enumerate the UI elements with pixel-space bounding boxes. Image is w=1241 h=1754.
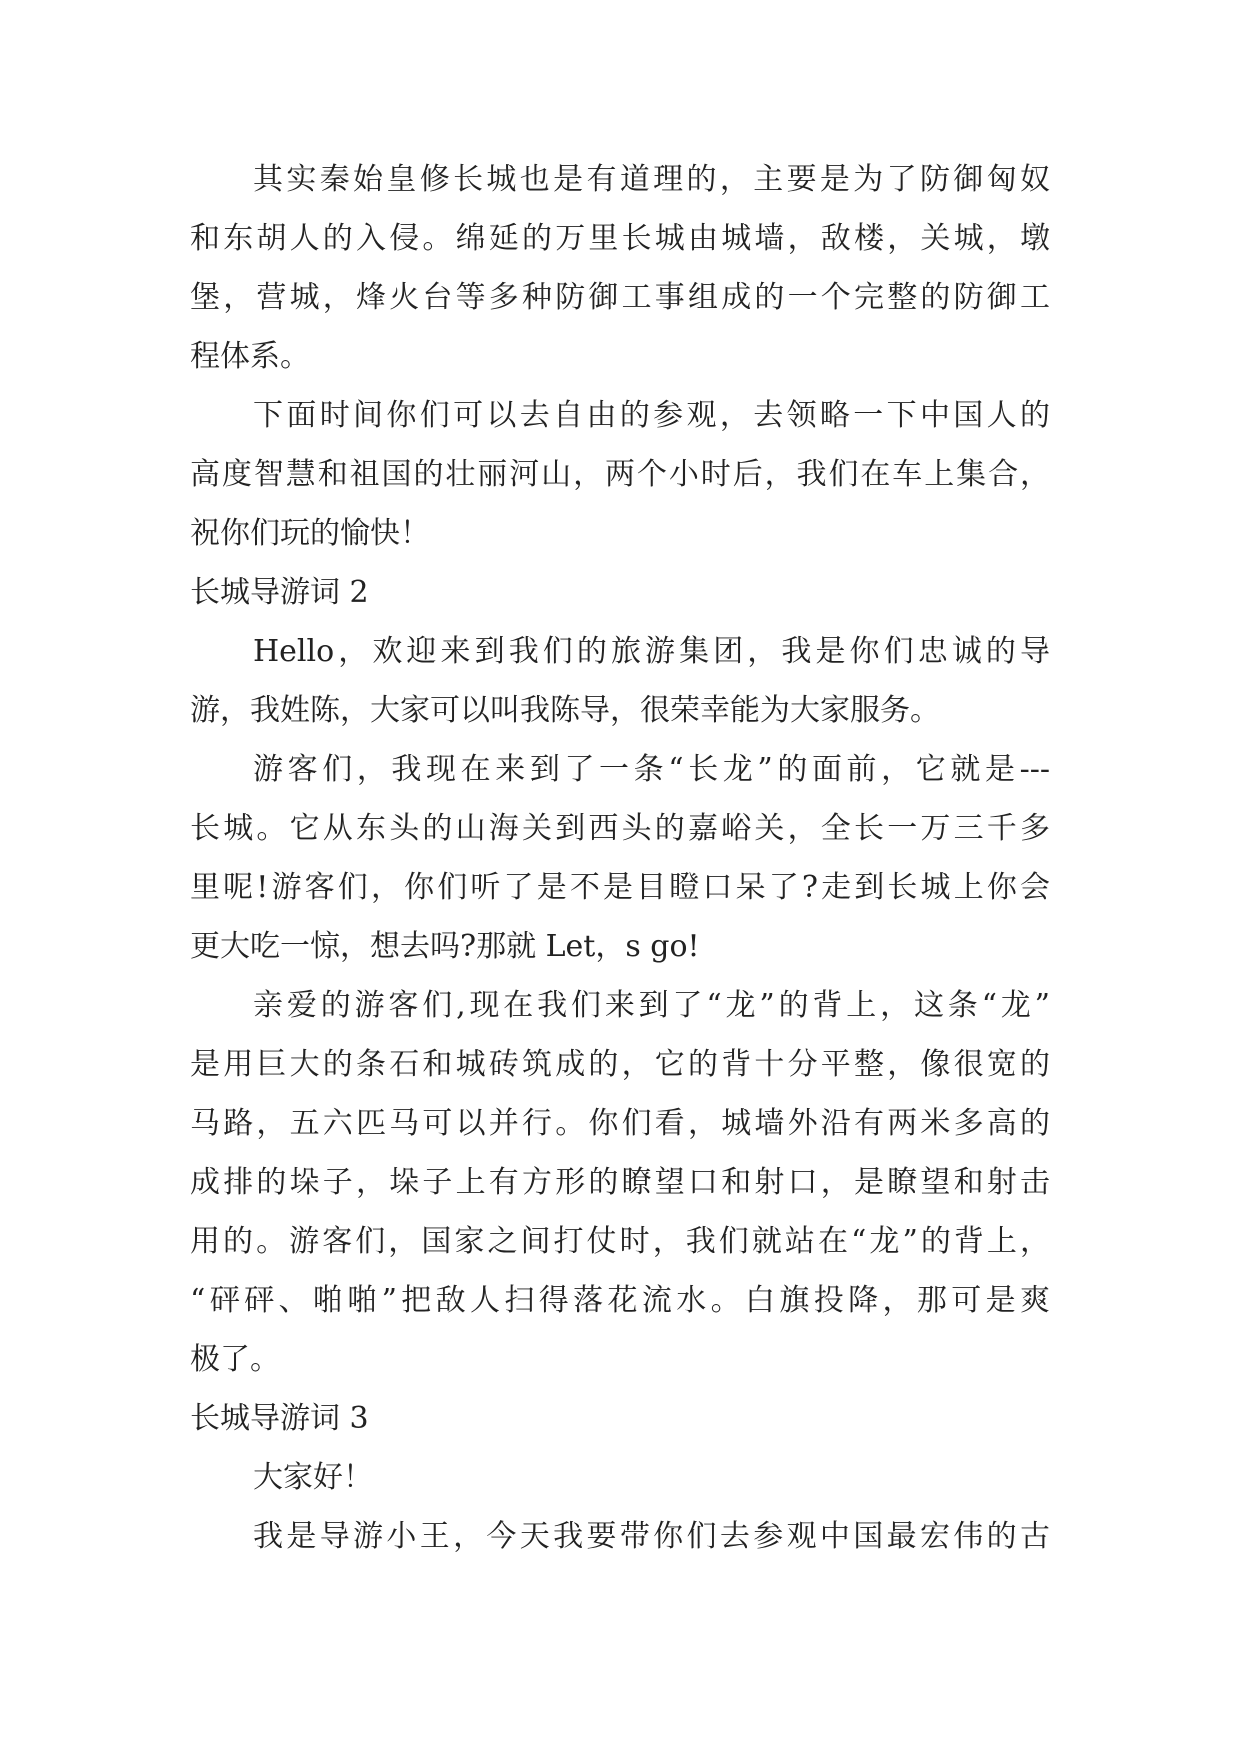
paragraph-line: 下面时间你们可以去自由的参观，去领略一下中国人的 <box>253 398 1050 433</box>
paragraph-line: 和东胡人的入侵。绵延的万里长城由城墙，敌楼，关城，墩 <box>190 221 1050 256</box>
paragraph-line: 游客们，我现在来到了一条“长龙”的面前，它就是--- <box>253 752 1050 787</box>
section-heading: 长城导游词 2 <box>190 575 369 610</box>
paragraph-line: 游，我姓陈，大家可以叫我陈导，很荣幸能为大家服务。 <box>190 693 940 728</box>
paragraph-line: Hello，欢迎来到我们的旅游集团，我是你们忠诚的导 <box>253 634 1050 669</box>
paragraph-line: 程体系。 <box>190 339 310 374</box>
paragraph-line: “砰砰、啪啪”把敌人扫得落花流水。白旗投降，那可是爽 <box>190 1283 1050 1318</box>
paragraph-line: 是用巨大的条石和城砖筑成的，它的背十分平整，像很宽的 <box>190 1047 1050 1082</box>
paragraph-line: 更大吃一惊，想去吗?那就 Let，s go! <box>190 929 700 964</box>
paragraph-line: 大家好！ <box>253 1460 373 1495</box>
paragraph-line: 成排的垛子，垛子上有方形的瞭望口和射口，是瞭望和射击 <box>190 1165 1050 1200</box>
paragraph-line: 亲爱的游客们,现在我们来到了“龙”的背上，这条“龙” <box>253 988 1050 1023</box>
paragraph-line: 堡，营城，烽火台等多种防御工事组成的一个完整的防御工 <box>190 280 1050 315</box>
paragraph-line: 我是导游小王，今天我要带你们去参观中国最宏伟的古 <box>253 1519 1050 1554</box>
paragraph-line: 祝你们玩的愉快！ <box>190 516 430 551</box>
paragraph-line: 极了。 <box>190 1342 280 1377</box>
paragraph-line: 用的。游客们，国家之间打仗时，我们就站在“龙”的背上， <box>190 1224 1050 1259</box>
paragraph-line: 马路，五六匹马可以并行。你们看，城墙外沿有两米多高的 <box>190 1106 1050 1141</box>
paragraph-line: 里呢!游客们，你们听了是不是目瞪口呆了?走到长城上你会 <box>190 870 1050 905</box>
paragraph-line: 长城。它从东头的山海关到西头的嘉峪关，全长一万三千多 <box>190 811 1050 846</box>
paragraph-line: 其实秦始皇修长城也是有道理的，主要是为了防御匈奴 <box>253 162 1050 197</box>
paragraph-line: 高度智慧和祖国的壮丽河山，两个小时后，我们在车上集合， <box>190 457 1050 492</box>
section-heading: 长城导游词 3 <box>190 1401 369 1436</box>
